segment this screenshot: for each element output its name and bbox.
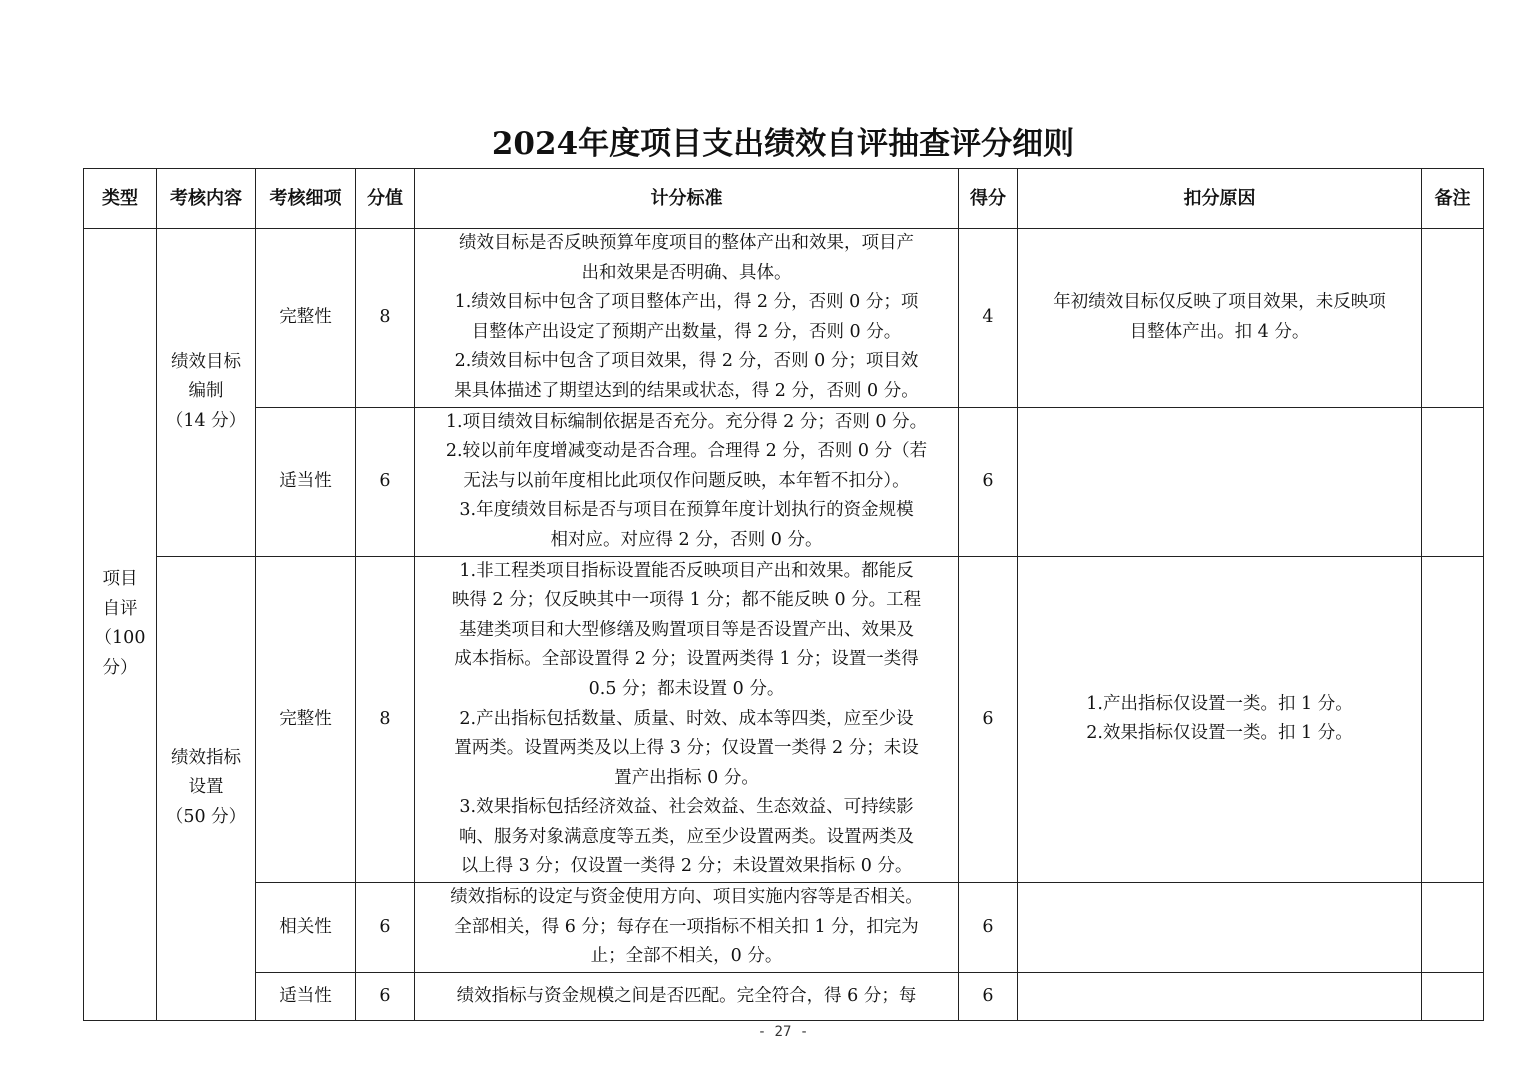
content-line: （50 分） <box>165 806 247 827</box>
content-line: 绩效目标 <box>171 351 241 372</box>
table-row <box>84 229 1484 408</box>
criteria-line: 相对应。对应得 2 分，否则 0 分。 <box>550 529 823 550</box>
content-line: 编制 <box>188 381 224 402</box>
reason-cell <box>1018 407 1422 556</box>
criteria-line: 成本指标。全部设置得 2 分；设置两类得 1 分；设置一类得 <box>454 649 919 670</box>
criteria-line: 基建类项目和大型修缮及购置项目等是否设置产出、效果及 <box>459 619 914 640</box>
criteria-line: 绩效目标是否反映预算年度项目的整体产出和效果，项目产 <box>459 233 914 253</box>
criteria-line: 止；全部不相关，0 分。 <box>590 946 783 967</box>
item-cell: 相关性 <box>256 883 356 973</box>
scoring-table <box>83 168 1484 1021</box>
page-title: 2024年度项目支出绩效自评抽查评分细则 <box>491 126 1075 162</box>
got-cell: 6 <box>959 883 1018 973</box>
header-criteria: 计分标准 <box>415 169 959 229</box>
content-cell-goal <box>157 229 256 557</box>
type-cell <box>84 229 157 1021</box>
reason-cell <box>1018 556 1422 883</box>
header-content: 考核内容 <box>157 169 256 229</box>
reason-line: 年初绩效目标仅反映了项目效果，未反映项 <box>1053 292 1386 313</box>
content-line: 设置 <box>188 777 224 798</box>
note-cell <box>1422 229 1484 408</box>
reason-line: 2.效果指标仅设置一类。扣 1 分。 <box>1086 723 1353 744</box>
content-cell-indicator <box>157 556 256 1020</box>
criteria-line: 目整体产出设定了预期产出数量，得 2 分，否则 0 分。 <box>471 321 902 342</box>
criteria-line: 2.较以前年度增减变动是否合理。合理得 2 分，否则 0 分（若 <box>445 441 928 462</box>
criteria-line: 映得 2 分；仅反映其中一项得 1 分；都不能反映 0 分。工程 <box>451 590 922 611</box>
got-cell: 6 <box>959 972 1018 1020</box>
criteria-cell <box>415 972 959 1020</box>
header-got: 得分 <box>959 169 1018 229</box>
score-cell: 6 <box>356 407 415 556</box>
content-line: 绩效指标 <box>171 747 241 768</box>
note-cell <box>1422 407 1484 556</box>
item-cell: 适当性 <box>256 407 356 556</box>
criteria-line: 绩效指标与资金规模之间是否匹配。完全符合，得 6 分；每 <box>456 985 917 1006</box>
criteria-cell <box>415 883 959 973</box>
criteria-line: 果具体描述了期望达到的结果或状态，得 2 分，否则 0 分。 <box>454 380 919 401</box>
reason-cell <box>1018 972 1422 1020</box>
table-row <box>84 883 1484 973</box>
got-cell: 6 <box>959 556 1018 883</box>
item-cell: 适当性 <box>256 972 356 1020</box>
header-type: 类型 <box>84 169 157 229</box>
table-row <box>84 556 1484 883</box>
note-cell <box>1422 883 1484 973</box>
header-score: 分值 <box>356 169 415 229</box>
header-reason: 扣分原因 <box>1018 169 1422 229</box>
criteria-line: 出和效果是否明确、具体。 <box>581 262 792 283</box>
item-cell: 完整性 <box>256 556 356 883</box>
type-line: 自评 <box>102 598 138 619</box>
criteria-line: 0.5 分；都未设置 0 分。 <box>588 678 785 699</box>
content-line: （14 分） <box>165 411 247 432</box>
criteria-line: 3.效果指标包括经济效益、社会效益、生态效益、可持续影 <box>459 797 914 818</box>
type-line: （100 <box>94 628 146 649</box>
score-cell: 6 <box>356 972 415 1020</box>
type-line: 项目 <box>102 569 138 590</box>
table-row <box>84 407 1484 556</box>
criteria-cell <box>415 407 959 556</box>
score-cell: 6 <box>356 883 415 973</box>
criteria-line: 绩效指标的设定与资金使用方向、项目实施内容等是否相关。 <box>450 887 923 908</box>
reason-cell <box>1018 883 1422 973</box>
header-note: 备注 <box>1422 169 1484 229</box>
header-item: 考核细项 <box>256 169 356 229</box>
criteria-line: 1.项目绩效目标编制依据是否充分。充分得 2 分；否则 0 分。 <box>445 411 928 432</box>
criteria-cell <box>415 556 959 883</box>
criteria-line: 无法与以前年度相比此项仅作问题反映，本年暂不扣分）。 <box>463 470 910 491</box>
note-cell <box>1422 556 1484 883</box>
criteria-line: 响、服务对象满意度等五类，应至少设置两类。设置两类及 <box>459 826 914 847</box>
got-cell: 6 <box>959 407 1018 556</box>
criteria-line: 全部相关，得 6 分；每存在一项指标不相关扣 1 分，扣完为 <box>454 916 919 937</box>
score-cell: 8 <box>356 556 415 883</box>
criteria-line: 置产出指标 0 分。 <box>614 767 759 788</box>
table-row <box>84 972 1484 1020</box>
criteria-cell <box>415 229 959 408</box>
criteria-line: 1.非工程类项目指标设置能否反映项目产出和效果。都能反 <box>459 560 914 581</box>
score-cell: 8 <box>356 229 415 408</box>
note-cell <box>1422 972 1484 1020</box>
reason-line: 1.产出指标仅设置一类。扣 1 分。 <box>1086 693 1353 714</box>
got-cell: 4 <box>959 229 1018 408</box>
reason-line: 目整体产出。扣 4 分。 <box>1129 321 1310 342</box>
item-cell: 完整性 <box>256 229 356 408</box>
reason-cell <box>1018 229 1422 408</box>
type-line: 分） <box>102 658 138 679</box>
criteria-line: 1.绩效目标中包含了项目整体产出，得 2 分，否则 0 分；项 <box>454 292 919 313</box>
criteria-line: 2.绩效目标中包含了项目效果，得 2 分，否则 0 分；项目效 <box>454 351 919 372</box>
criteria-line: 3.年度绩效目标是否与项目在预算年度计划执行的资金规模 <box>459 500 914 521</box>
criteria-line: 以上得 3 分；仅设置一类得 2 分；未设置效果指标 0 分。 <box>460 856 913 877</box>
header-row <box>84 169 1484 229</box>
page-number: - 27 - <box>757 1024 809 1040</box>
criteria-line: 置两类。设置两类及以上得 3 分；仅设置一类得 2 分；未设 <box>454 738 919 759</box>
criteria-line: 2.产出指标包括数量、质量、时效、成本等四类，应至少设 <box>459 708 914 729</box>
